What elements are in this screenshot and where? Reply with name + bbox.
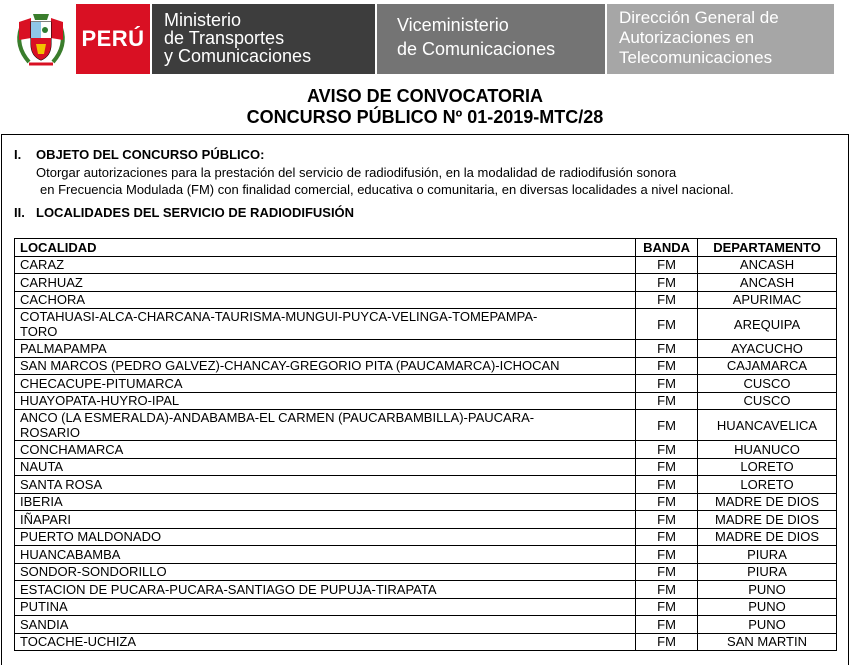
department-cell: ANCASH: [698, 256, 837, 274]
locality-cell: IÑAPARI: [15, 511, 636, 529]
table-row: [15, 563, 837, 581]
table-row: [15, 309, 837, 340]
department-cell: MADRE DE DIOS: [698, 528, 837, 546]
direction-line-1: Dirección General de: [619, 8, 779, 27]
department-cell: PIURA: [698, 546, 837, 564]
department-cell: APURIMAC: [698, 291, 837, 309]
column-header-banda: BANDA: [636, 239, 698, 257]
locality-cell: IBERIA: [15, 493, 636, 511]
department-cell: LORETO: [698, 458, 837, 476]
locality-cell: SANDIA: [15, 616, 636, 634]
table-row: [15, 392, 837, 410]
locality-cell: SAN MARCOS (PEDRO GALVEZ)-CHANCAY-GREGORIO PITA (PAUCAMARCA)-ICHOCAN: [15, 357, 636, 375]
band-cell: FM: [636, 256, 698, 274]
locality-cell: HUANCABAMBA: [15, 546, 636, 564]
ministry-line-1: Ministerio: [164, 10, 242, 30]
band-cell: FM: [636, 375, 698, 393]
section-2-number: II.: [14, 205, 25, 220]
locality-cell: ESTACION DE PUCARA-PUCARA-SANTIAGO DE PUPUJA-TIRAPATA: [15, 581, 636, 599]
band-cell: FM: [636, 458, 698, 476]
table-row: [15, 458, 837, 476]
ministry-line-3: y Comunicaciones: [164, 46, 312, 66]
table-row: [15, 546, 837, 564]
table-header-row: [15, 239, 837, 257]
department-cell: HUANCAVELICA: [698, 410, 837, 441]
vice-line-2: de Comunicaciones: [397, 39, 556, 59]
band-cell: FM: [636, 528, 698, 546]
table-row: [15, 375, 837, 393]
table-row: [15, 616, 837, 634]
department-cell: CUSCO: [698, 375, 837, 393]
table-row: [15, 357, 837, 375]
band-cell: FM: [636, 274, 698, 292]
section-1-text: [36, 164, 734, 198]
direction-name: [607, 4, 834, 74]
department-cell: PUNO: [698, 598, 837, 616]
band-cell: FM: [636, 581, 698, 599]
locality-cell: CHECACUPE-PITUMARCA: [15, 375, 636, 393]
localities-table: [14, 238, 837, 651]
band-cell: FM: [636, 392, 698, 410]
table-row: [15, 291, 837, 309]
direction-line-2: Autorizaciones en: [619, 28, 755, 47]
section-1-title: OBJETO DEL CONCURSO PÚBLICO:: [36, 147, 265, 162]
table-row: [15, 493, 837, 511]
band-cell: FM: [636, 410, 698, 441]
department-cell: LORETO: [698, 476, 837, 494]
table-row: [15, 476, 837, 494]
locality-cell: CARAZ: [15, 256, 636, 274]
table-row: [15, 598, 837, 616]
crest-container: [8, 4, 74, 74]
locality-cell: SANTA ROSA: [15, 476, 636, 494]
table-row: [15, 528, 837, 546]
department-cell: CUSCO: [698, 392, 837, 410]
header-banner: [8, 4, 834, 74]
locality-cell: PALMAPAMPA: [15, 340, 636, 358]
section-1-number: I.: [14, 147, 22, 162]
vice-line-1: Viceministerio: [397, 15, 509, 35]
peru-label: PERÚ: [76, 4, 150, 74]
band-cell: FM: [636, 309, 698, 340]
table-row: [15, 340, 837, 358]
band-cell: FM: [636, 357, 698, 375]
band-cell: FM: [636, 563, 698, 581]
department-cell: AYACUCHO: [698, 340, 837, 358]
department-cell: SAN MARTIN: [698, 633, 837, 651]
locality-cell: TOCACHE-UCHIZA: [15, 633, 636, 651]
table-row: [15, 256, 837, 274]
table-row: [15, 633, 837, 651]
band-cell: FM: [636, 633, 698, 651]
band-cell: FM: [636, 476, 698, 494]
locality-cell: HUAYOPATA-HUYRO-IPAL: [15, 392, 636, 410]
table-body: [15, 256, 837, 651]
band-cell: FM: [636, 598, 698, 616]
department-cell: MADRE DE DIOS: [698, 511, 837, 529]
band-cell: FM: [636, 493, 698, 511]
table-row: [15, 511, 837, 529]
locality-cell: COTAHUASI-ALCA-CHARCANA-TAURISMA-MUNGUI-PUYCA-VELINGA-TOMEPAMPA- TORO: [15, 309, 636, 340]
table-row: [15, 274, 837, 292]
department-cell: HUANUCO: [698, 441, 837, 459]
viceministry-name: [377, 4, 605, 74]
locality-cell: CONCHAMARCA: [15, 441, 636, 459]
band-cell: FM: [636, 291, 698, 309]
section-2-heading: [14, 205, 354, 220]
notice-title: AVISO DE CONVOCATORIA: [306, 86, 544, 106]
department-cell: MADRE DE DIOS: [698, 493, 837, 511]
table-row: [15, 581, 837, 599]
ministry-name: [152, 4, 375, 74]
direction-line-3: Telecomunicaciones: [619, 48, 773, 67]
locality-cell: PUTINA: [15, 598, 636, 616]
department-cell: PUNO: [698, 616, 837, 634]
locality-cell: SONDOR-SONDORILLO: [15, 563, 636, 581]
table-row: [15, 410, 837, 441]
band-cell: FM: [636, 616, 698, 634]
department-cell: PIURA: [698, 563, 837, 581]
section-1-heading: [14, 147, 264, 162]
department-cell: AREQUIPA: [698, 309, 837, 340]
section-2-title: LOCALIDADES DEL SERVICIO DE RADIODIFUSIÓN: [36, 205, 355, 220]
column-header-departamento: DEPARTAMENTO: [698, 239, 837, 257]
ministry-line-2: de Transportes: [164, 28, 285, 48]
department-cell: PUNO: [698, 581, 837, 599]
peru-coat-of-arms-icon: [11, 8, 71, 70]
section-1-text-line-2: en Frecuencia Modulada (FM) con finalidad comercial, educativa o comunitaria, en diversas localidades a nivel nacional.: [40, 182, 734, 197]
column-header-localidad: LOCALIDAD: [15, 239, 636, 257]
table-row: [15, 441, 837, 459]
band-cell: FM: [636, 511, 698, 529]
department-cell: ANCASH: [698, 274, 837, 292]
locality-cell: NAUTA: [15, 458, 636, 476]
section-1-text-line-1: Otorgar autorizaciones para la prestación del servicio de radiodifusión, en la modalidad de radiodifusión sonora: [36, 165, 677, 180]
locality-cell: ANCO (LA ESMERALDA)-ANDABAMBA-EL CARMEN (PAUCARBAMBILLA)-PAUCARA- ROSARIO: [15, 410, 636, 441]
contest-title: CONCURSO PÚBLICO Nº 01-2019-MTC/28: [246, 107, 604, 127]
band-cell: FM: [636, 441, 698, 459]
band-cell: FM: [636, 340, 698, 358]
locality-cell: CACHORA: [15, 291, 636, 309]
band-cell: FM: [636, 546, 698, 564]
department-cell: CAJAMARCA: [698, 357, 837, 375]
locality-cell: PUERTO MALDONADO: [15, 528, 636, 546]
locality-cell: CARHUAZ: [15, 274, 636, 292]
